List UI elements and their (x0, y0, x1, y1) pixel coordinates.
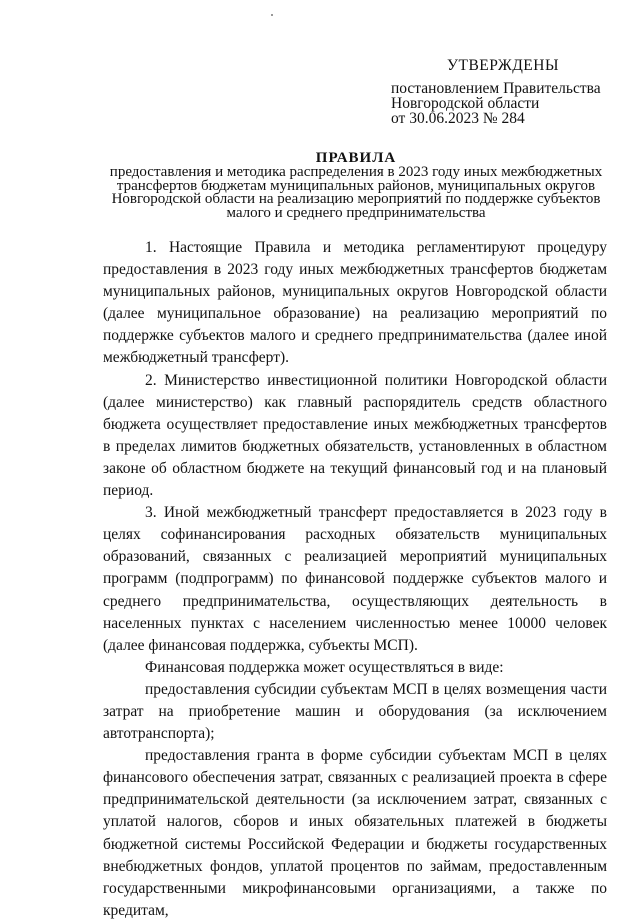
approval-line: Новгородской области (391, 95, 540, 112)
paragraph: предоставления гранта в форме субсидии субъектам МСП в целях финансового обеспечения затрат, связанных с реализацией проекта в сфере предпринимательской деятельности (за исключением затрат, связанных с уплатой налогов, сборов и иных обязательных платежей в бюджеты бюджетной системы Российской Федерации и бюджеты государственных внебюджетных фондов, уплатой процентов по займам, предоставленным государственными микрофинансовыми организациями, а также по кредитам, (103, 747, 607, 919)
scan-speck (271, 14, 273, 16)
document-subtitle: предоставления и методика распределения в 2023 году иных межбюджетных трансфертов бюджетам муниципальных районов, муниципальных округов Новгородской области на реализацию мероприятий по поддержке субъектов малого и среднего предпринимательства (109, 164, 603, 221)
document-title: ПРАВИЛА (315, 150, 397, 166)
paragraph: Финансовая поддержка может осуществляться в виде: (145, 658, 504, 676)
paragraph: 2. Министерство инвестиционной политики Новгородской области (далее министерство) как главный распорядитель средств областного бюджета осуществляет предоставление иных межбюджетных трансфертов в пределах лимитов бюджетных обязательств, установленных в областном законе об областном бюджете на текущий финансовый год и на плановый период. (103, 371, 607, 500)
paragraph: предоставления субсидии субъектам МСП в целях возмещения части затрат на приобретение машин и оборудования (за исключением автотранспорта); (103, 680, 607, 743)
approval-heading: УТВЕРЖДЕНЫ (447, 57, 559, 74)
approval-line: постановлением Правительства (391, 80, 601, 97)
approval-stamp (391, 58, 601, 126)
paragraph: 1. Настоящие Правила и методика регламентируют процедуру предоставления в 2023 году иных межбюджетных трансфертов бюджетам муниципальных районов, муниципальных округов Новгородской области (далее муниципальное образование) на реализацию мероприятий по поддержке субъектов малого и среднего предпринимательства (далее иной межбюджетный трансферт). (103, 239, 607, 367)
paragraph: 3. Иной межбюджетный трансферт предоставляется в 2023 году в целях софинансирования расходных обязательств муниципальных образований, связанных с реализацией мероприятий муниципальных программ (подпрограмм) по финансовой поддержке субъектов малого и среднего предпринимательства, осуществляющих деятельность в населенных пунктах с населением численностью менее 10000 человек (далее финансовая поддержка, субъекты МСП). (103, 504, 607, 654)
approval-line: от 30.06.2023 № 284 (391, 110, 525, 127)
document-body (103, 237, 607, 922)
